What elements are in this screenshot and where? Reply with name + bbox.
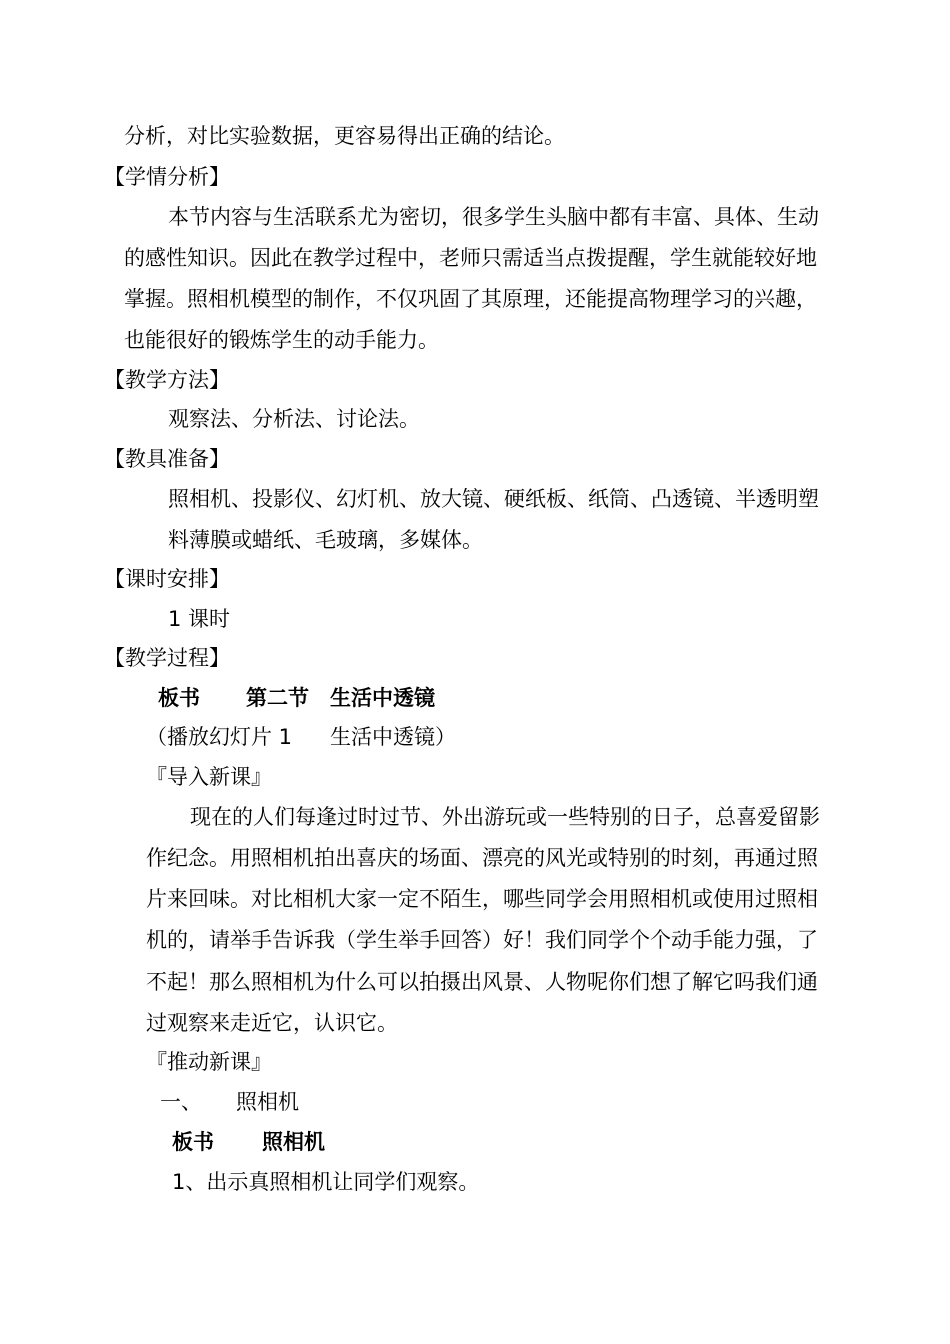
board-title: 第二节 生活中透镜	[246, 686, 435, 710]
intro-new-lesson-line: 现在的人们每逢过时过节、外出游玩或一些特别的日子，总喜爱留影	[190, 805, 820, 829]
board2-label: 板书	[172, 1130, 214, 1154]
schedule-text: 1 课时	[168, 607, 231, 631]
student-analysis-line: 本节内容与生活联系尤为密切，很多学生头脑中都有丰富、具体、生动	[168, 205, 819, 229]
teaching-aids-line: 照相机、投影仪、幻灯机、放大镜、硬纸板、纸筒、凸透镜、半透明塑	[168, 487, 819, 511]
intro-new-lesson-line: 机的，请举手告诉我（学生举手回答）好！我们同学个个动手能力强，了	[146, 928, 818, 952]
teaching-aids-line: 料薄膜或蜡纸、毛玻璃，多媒体。	[168, 528, 483, 552]
process-heading: 【教学过程】	[104, 646, 230, 670]
intro-new-lesson-line: 作纪念。用照相机拍出喜庆的场面、漂亮的风光或特别的时刻，再通过照	[146, 846, 818, 870]
teaching-aids-heading: 【教具准备】	[104, 447, 230, 471]
student-analysis-line: 也能很好的锻炼学生的动手能力。	[124, 328, 439, 352]
intro-new-lesson-line: 片来回味。对比相机大家一定不陌生，哪些同学会用照相机或使用过照相	[146, 887, 818, 911]
student-analysis-heading: 【学情分析】	[104, 165, 230, 189]
schedule-heading: 【课时安排】	[104, 567, 230, 591]
board-label: 板书	[158, 686, 200, 710]
slide-note-prefix: （播放幻灯片 1	[146, 725, 293, 749]
student-analysis-line: 的感性知识。因此在教学过程中，老师只需适当点拨提醒，学生就能较好地	[124, 246, 817, 270]
intro-new-lesson-line: 过观察来走近它，认识它。	[146, 1011, 398, 1035]
section-number: 一、	[160, 1090, 202, 1114]
intro-new-lesson-line: 不起！那么照相机为什么可以拍摄出风景、人物呢你们想了解它吗我们通	[146, 970, 818, 994]
board2-title: 照相机	[262, 1130, 325, 1154]
step-one: 1、出示真照相机让同学们观察。	[172, 1170, 480, 1194]
student-analysis-line: 掌握。照相机模型的制作，不仅巩固了其原理，还能提高物理学习的兴趣，	[124, 287, 817, 311]
intro-line: 分析，对比实验数据，更容易得出正确的结论。	[124, 124, 565, 148]
section-title: 照相机	[236, 1090, 299, 1114]
teaching-method-text: 观察法、分析法、讨论法。	[168, 407, 420, 431]
push-new-lesson-heading: 『推动新课』	[146, 1050, 272, 1074]
intro-new-lesson-heading: 『导入新课』	[146, 765, 272, 789]
teaching-method-heading: 【教学方法】	[104, 368, 230, 392]
slide-note-title: 生活中透镜）	[330, 725, 456, 749]
